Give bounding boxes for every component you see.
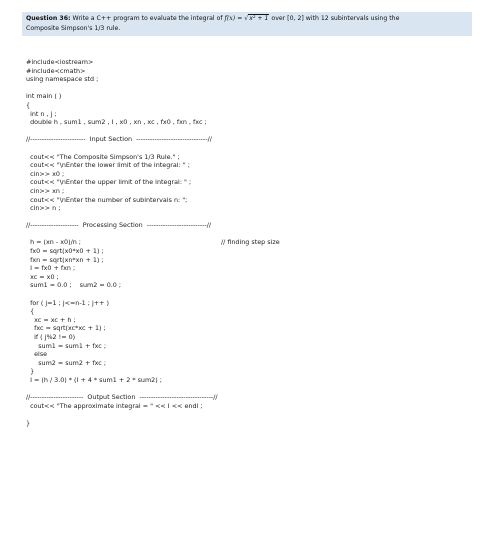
code-line-sum2-update: sum2 = sum2 + fxc ; xyxy=(26,358,106,367)
code-line-step-size xyxy=(26,238,481,247)
code-line-cout-subintervals: cout<< "\nEnter the number of subintervals n: "; xyxy=(26,195,188,204)
code-line-for-open-brace: { xyxy=(26,307,35,316)
question-number: Question 36: xyxy=(26,15,71,22)
blank-line xyxy=(26,213,481,222)
code-line-fx0: fx0 = sqrt(x0*x0 + 1) ; xyxy=(26,247,104,256)
code-line-for-loop: for ( j=1 ; j<=n-1 ; j++ ) xyxy=(26,298,109,307)
code-line-sum1-update: sum1 = sum1 + fxc ; xyxy=(26,341,106,350)
code-line-cin-xn: cin>> xn ; xyxy=(26,186,65,195)
code-line-cout-lower-limit: cout<< "\nEnter the lower limit of the integral: " ; xyxy=(26,161,190,170)
code-line-include-iostream: #include<iostream> xyxy=(26,58,94,66)
code-line-cin-n: cin>> n ; xyxy=(26,204,61,213)
code-line-sums-init: sum1 = 0.0 ; sum2 = 0.0 ; xyxy=(26,281,122,290)
radicand: x² + 1 xyxy=(249,15,269,22)
code-listing xyxy=(26,58,481,428)
blank-line xyxy=(26,84,481,93)
input-section-comment: //------------------------ Input Section -------------------------------// xyxy=(26,135,212,144)
blank-line xyxy=(26,410,481,419)
code-line-I-init: I = fx0 + fxn ; xyxy=(26,264,76,273)
equals-sign: = xyxy=(235,15,245,22)
code-line-cout-upper-limit: cout<< "\nEnter the upper limit of the integral: " ; xyxy=(26,178,192,187)
sqrt-symbol: √ xyxy=(244,15,249,22)
code-line-if: if ( j%2 != 0) xyxy=(26,333,76,341)
code-line-cout-result: cout<< "The approximate integral = " << I << endl ; xyxy=(26,401,203,410)
code-line-double-declaration: double h , sum1 , sum2 , I , x0 , xn , xc , fx0 , fxn , fxc ; xyxy=(26,118,207,127)
step-size-statement: h = (xn - x0)/n ; xyxy=(26,238,81,247)
code-line-for-close-brace: } xyxy=(26,367,35,376)
question-line-1 xyxy=(26,14,468,24)
question-banner xyxy=(22,12,472,36)
code-line-cin-x0: cin>> x0 ; xyxy=(26,169,65,178)
code-line-I-final: I = (h / 3.0) * (I + 4 * sum1 + 2 * sum2) ; xyxy=(26,375,162,384)
blank-line xyxy=(26,144,481,153)
code-line-fxc: fxc = sqrt(xc*xc + 1) ; xyxy=(26,324,106,333)
code-line-close-brace: } xyxy=(26,418,31,427)
code-line-xc-update: xc = xc + h ; xyxy=(26,315,76,324)
blank-line xyxy=(26,290,481,299)
output-section-comment: //----------------------- Output Section --------------------------------// xyxy=(26,393,218,402)
blank-line xyxy=(26,127,481,136)
step-size-comment: // finding step size xyxy=(221,238,280,247)
blank-line xyxy=(26,230,481,239)
question-text-after: over [0, 2] with 12 subintervals using the xyxy=(269,15,400,22)
question-text-before: Write a C++ program to evaluate the integral of xyxy=(70,15,225,22)
question-line-2: Composite Simpson's 1/3 rule. xyxy=(26,25,121,32)
processing-section-comment: //--------------------- Processing Section --------------------------// xyxy=(26,221,212,230)
code-line-include-cmath: #include<cmath> xyxy=(26,66,86,75)
code-line-using-namespace: using namespace std ; xyxy=(26,75,99,84)
code-line-open-brace: { xyxy=(26,100,31,109)
code-line-else: else xyxy=(26,350,48,359)
code-line-cout-title: cout<< "The Composite Simpson's 1/3 Rule." ; xyxy=(26,152,180,161)
code-line-main-signature: int main ( ) xyxy=(26,92,62,101)
function-label: f(x) xyxy=(224,15,236,22)
blank-line xyxy=(26,385,481,394)
code-line-int-declaration: int n , j ; xyxy=(26,109,57,118)
code-line-fxn: fxn = sqrt(xn*xn + 1) ; xyxy=(26,255,104,264)
code-line-xc-init: xc = x0 ; xyxy=(26,272,59,281)
